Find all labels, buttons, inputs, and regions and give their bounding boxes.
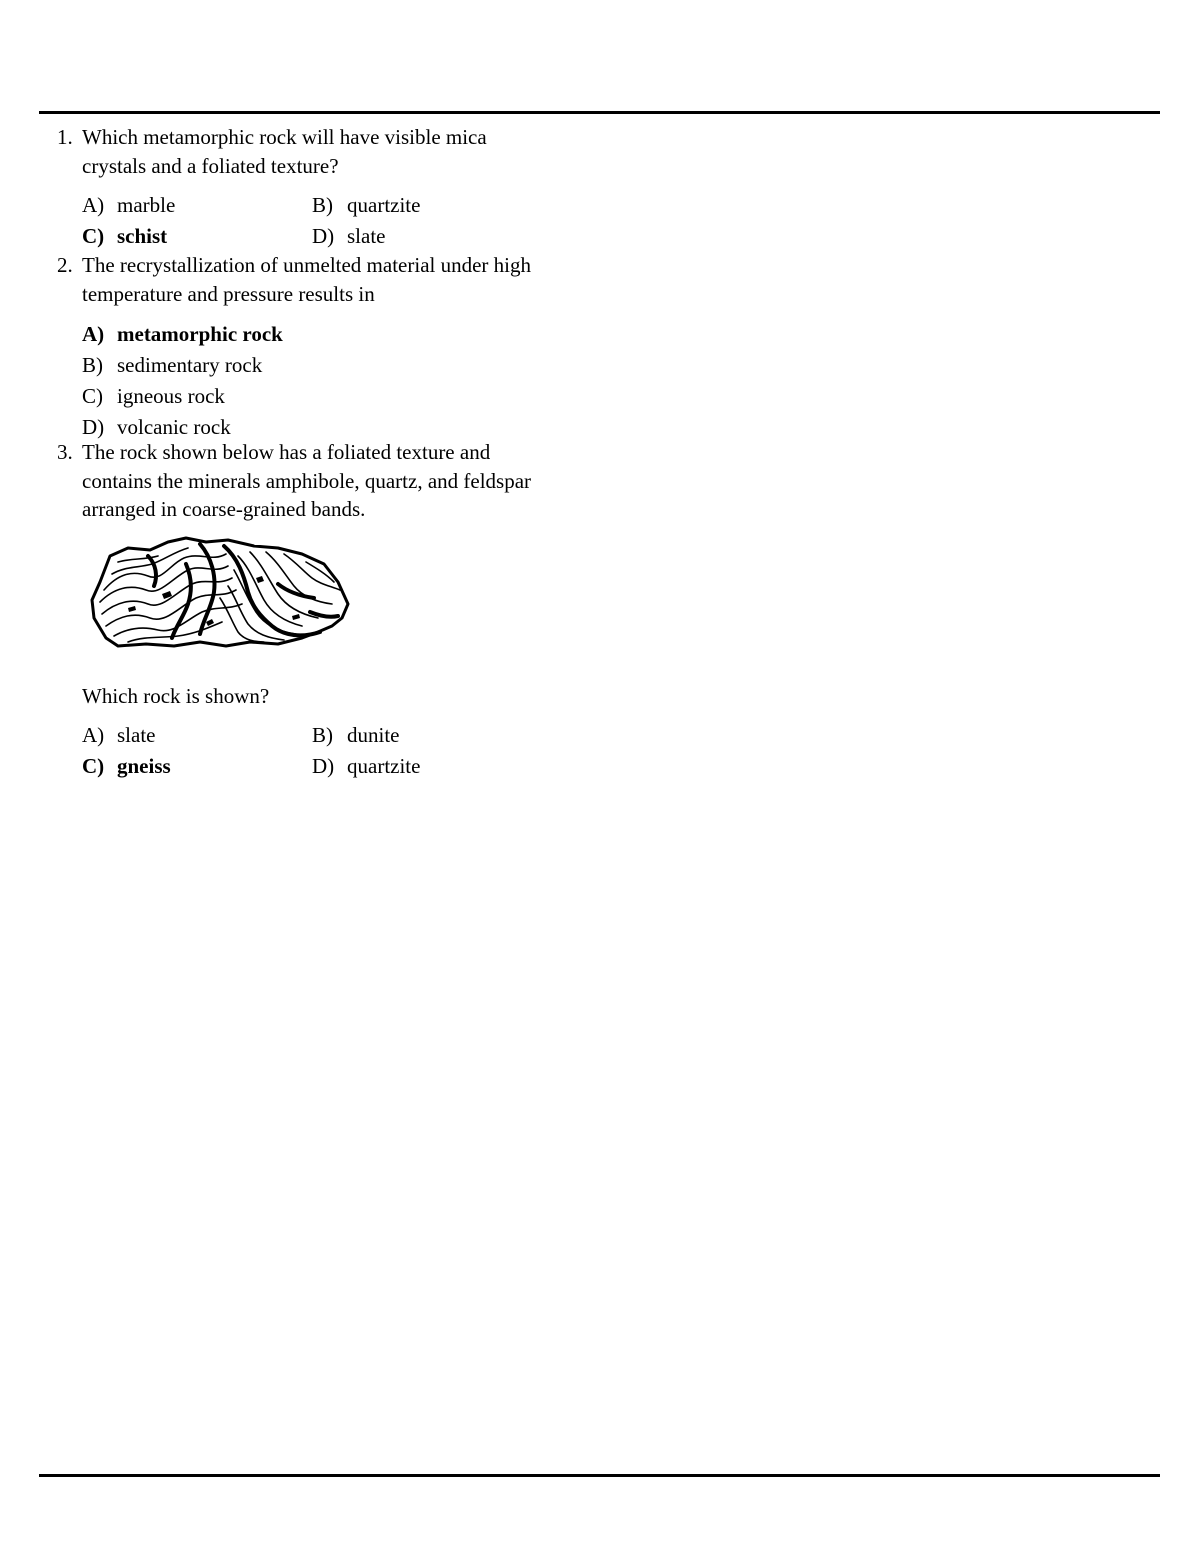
choice-letter: C) [82, 754, 105, 778]
choice-d[interactable] [312, 752, 542, 781]
top-rule [39, 111, 1160, 114]
question-2 [57, 251, 617, 443]
choice-letter: A) [82, 322, 105, 346]
question-stem [82, 438, 617, 524]
choice-text: schist [117, 224, 168, 248]
choice-text: igneous rock [117, 384, 225, 408]
choice-letter: B) [82, 353, 103, 377]
answer-choices [82, 721, 617, 781]
choice-letter: B) [312, 193, 333, 217]
stem-line: Which metamorphic rock will have visible mica [82, 125, 487, 149]
choice-b[interactable] [312, 191, 542, 220]
choice-b[interactable] [82, 350, 617, 381]
answer-choices [82, 319, 617, 443]
choice-text: metamorphic rock [117, 322, 283, 346]
choice-letter: D) [82, 415, 105, 439]
choice-d[interactable] [312, 222, 542, 251]
choice-letter: C) [82, 224, 105, 248]
stem-line: contains the minerals amphibole, quartz, and feldspar [82, 468, 532, 493]
question-number: 3. [57, 440, 73, 464]
choice-text: slate [347, 224, 386, 248]
choice-letter: A) [82, 723, 105, 747]
choice-text: dunite [347, 723, 400, 747]
question-stem [82, 251, 617, 308]
choice-text: quartzite [347, 193, 421, 217]
stem-line: crystals and a foliated texture? [82, 153, 339, 178]
question-number: 2. [57, 253, 73, 277]
choice-text: volcanic rock [117, 415, 231, 439]
stem-line: arranged in coarse-grained bands. [82, 497, 366, 521]
answer-choices [82, 191, 617, 251]
choice-c-correct[interactable] [82, 752, 312, 781]
choice-text: sedimentary rock [117, 353, 263, 377]
question-3 [57, 438, 617, 781]
question-stem [82, 123, 617, 180]
question-number: 1. [57, 125, 73, 149]
gneiss-rock-illustration [88, 534, 350, 652]
stem-line: The recrystallization of unmelted material under high [82, 253, 531, 277]
choice-text: gneiss [117, 754, 171, 778]
choice-letter: C) [82, 384, 103, 408]
choice-a[interactable] [82, 191, 312, 220]
choice-c-correct[interactable] [82, 222, 312, 251]
question-prompt: Which rock is shown? [82, 683, 270, 708]
choice-b[interactable] [312, 721, 542, 750]
bottom-rule [39, 1474, 1160, 1477]
stem-line: temperature and pressure results in [82, 281, 375, 306]
choice-text: quartzite [347, 754, 421, 778]
choice-letter: A) [82, 193, 105, 217]
choice-letter: D) [312, 224, 335, 248]
choice-text: slate [117, 723, 156, 747]
choice-a-correct[interactable] [82, 319, 617, 350]
choice-letter: D) [312, 754, 335, 778]
stem-line: The rock shown below has a foliated texture and [82, 440, 491, 464]
question-1 [57, 123, 617, 251]
choice-text: marble [117, 193, 176, 217]
choice-letter: B) [312, 723, 333, 747]
choice-a[interactable] [82, 721, 312, 750]
choice-c[interactable] [82, 381, 617, 412]
